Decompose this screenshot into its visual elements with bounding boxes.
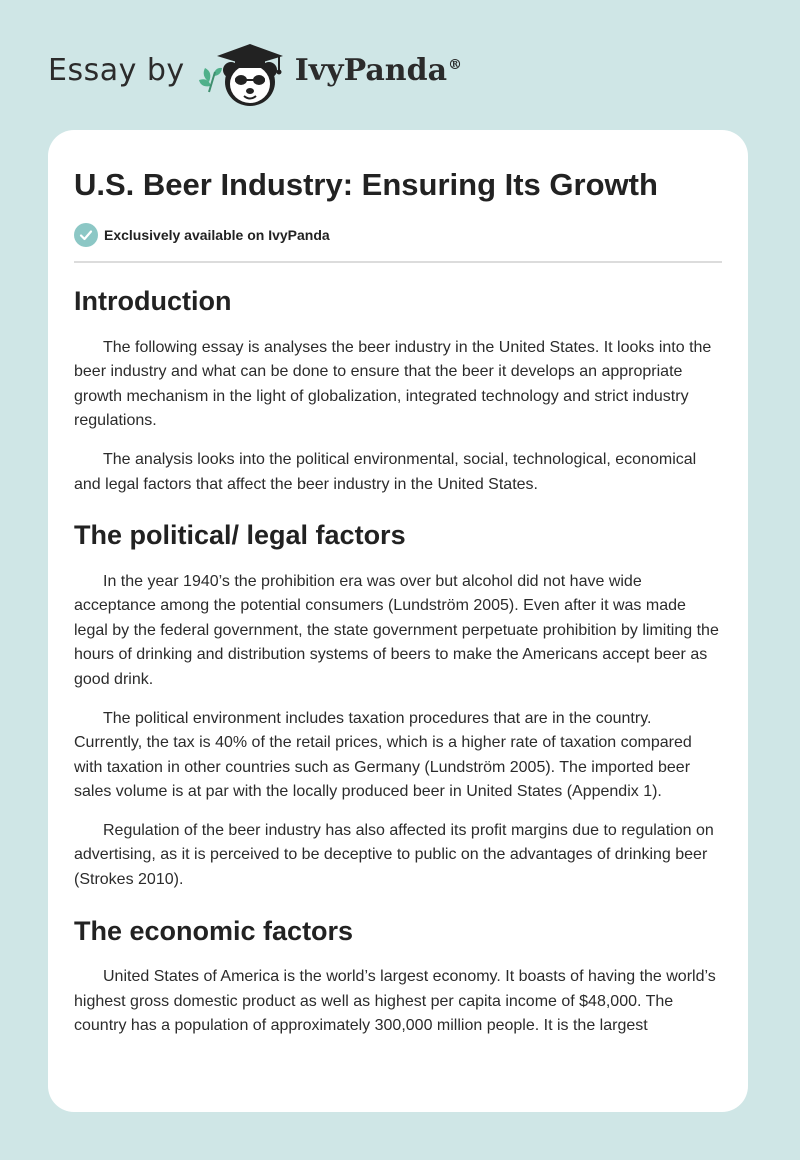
exclusive-badge-text: Exclusively available on IvyPanda [104,227,330,244]
panda-logo-icon[interactable] [199,30,291,110]
checkmark-icon [74,223,98,247]
paragraph: The analysis looks into the political environmental, social, technological, economical and legal factors that affect the beer industry in the United States. [74,450,697,493]
paragraph: In the year 1940’s the prohibition era was over but alcohol did not have wide acceptance among the potential consumers (Lundström 2005). Even after it was made legal by the federal government, the state government perpetuate prohibition by limiting the hours of drinking and distribution systems of beers to make the Americans accept beer as good drink. [74,572,719,688]
site-header [48,30,462,110]
paragraph: The political environment includes taxation procedures that are in the country. Currently, the tax is 40% of the retail prices, which is a higher rate of taxation compared with taxation in other countries such as Germany (Lundström 2005). The imported beer sales volume is at par with the locally produced beer in United States (Appendix 1). [74,709,692,801]
article-card [48,130,748,1112]
section-heading-political-legal: The political/ legal factors [74,520,406,551]
article-title: U.S. Beer Industry: Ensuring Its Growth [74,167,658,202]
paragraph: The following essay is analyses the beer industry in the United States. It looks into the beer industry and what can be done to ensure that the beer it develops an appropriate growth mechanism in the light of globalization, integrated technology and strict industry regulations. [74,338,712,430]
trademark-symbol: ® [448,56,463,73]
paragraph: United States of America is the world’s largest economy. It boasts of having the world’s highest gross domestic product as well as highest per capita income of $48,000. The country has a population of approximately 300,000 million people. It is the largest [74,968,716,1035]
section-heading-introduction: Introduction [74,286,232,317]
essay-by-label: Essay by [48,52,185,88]
section-heading-economic: The economic factors [74,915,354,946]
exclusive-badge [74,223,722,263]
paragraph: Regulation of the beer industry has also affected its profit margins due to regulation on advertising, as it is perceived to be deceptive to public on the advantages of drinking beer (Strokes 2010). [74,821,714,889]
brand-name[interactable]: IvyPanda® [294,52,463,88]
